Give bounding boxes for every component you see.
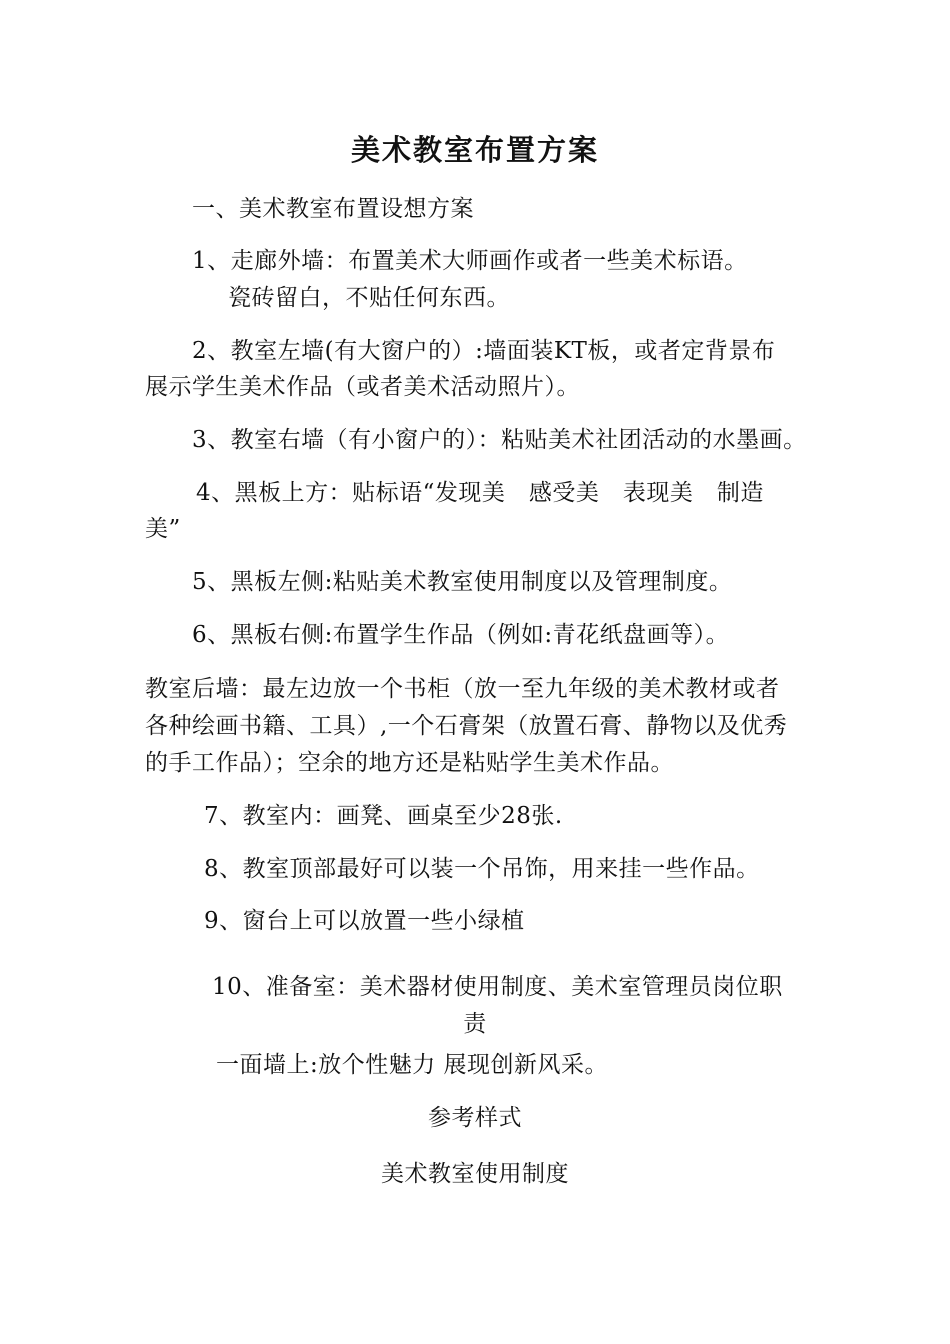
rear-wall-line-1: 教室后墙：最左边放一个书柜（放一至九年级的美术教材或者 bbox=[145, 676, 780, 702]
rear-wall-line-3: 的手工作品）；空余的地方还是粘贴学生美术作品。 bbox=[145, 750, 674, 776]
item-8-text: 8、教室顶部最好可以装一个吊饰，用来挂一些作品。 bbox=[204, 856, 760, 882]
item-3-text: 3、教室右墙（有小窗户的）：粘贴美术社团活动的水墨画。 bbox=[192, 427, 807, 453]
item-4-text: 4、黑板上方：贴标语“发现美 感受美 表现美 制造 bbox=[196, 480, 764, 506]
reference-label: 参考样式 bbox=[428, 1105, 522, 1131]
item-5-text: 5、黑板左侧:粘贴美术教室使用制度以及管理制度。 bbox=[192, 569, 733, 595]
rear-wall-line-2: 各种绘画书籍、工具）,一个石膏架（放置石膏、静物以及优秀 bbox=[145, 713, 788, 739]
item-10-text: 10、准备室：美术器材使用制度、美术室管理员岗位职 bbox=[212, 974, 783, 1000]
item-2-text: 2、教室左墙(有大窗户的）:墙面装KT板，或者定背景布 bbox=[192, 338, 776, 364]
item-1-note: 瓷砖留白，不贴任何东西。 bbox=[228, 285, 510, 311]
section-heading: 一、美术教室布置设想方案 bbox=[192, 196, 474, 222]
item-4-continued: 美” bbox=[145, 516, 181, 542]
item-10-continued: 责 bbox=[463, 1011, 487, 1037]
item-9-text: 9、窗台上可以放置一些小绿植 bbox=[204, 908, 525, 934]
document-title: 美术教室布置方案 bbox=[350, 133, 599, 167]
item-1-text: 1、走廊外墙：布置美术大师画作或者一些美术标语。 bbox=[192, 248, 748, 274]
item-6-text: 6、黑板右侧:布置学生作品（例如:青花纸盘画等）。 bbox=[192, 622, 730, 648]
item-7-text: 7、教室内：画凳、画桌至少28张. bbox=[204, 803, 563, 829]
wall-note: 一面墙上:放个性魅力 展现创新风采。 bbox=[216, 1052, 609, 1078]
item-2-continued: 展示学生美术作品（或者美术活动照片）。 bbox=[145, 374, 580, 400]
subtitle: 美术教室使用制度 bbox=[381, 1161, 569, 1187]
